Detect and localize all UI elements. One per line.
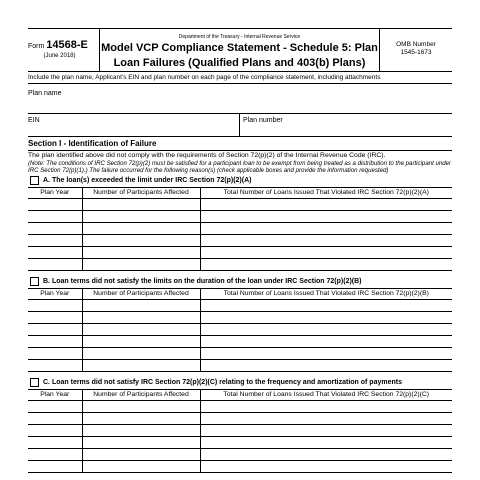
table-row xyxy=(28,247,452,259)
col-loans-header: Total Number of Loans Issued That Violated IRC Section 72(p)(2)(C) xyxy=(200,390,452,401)
table-row xyxy=(28,401,452,413)
omb-block xyxy=(380,29,452,71)
participants-cell[interactable] xyxy=(82,235,200,247)
loans-cell[interactable] xyxy=(200,312,452,324)
col-plan-year-header: Plan Year xyxy=(28,390,82,401)
plan-year-cell[interactable] xyxy=(28,336,82,348)
failure-b-table xyxy=(28,288,452,372)
instructions-line: Include the plan name, Applicant's EIN and plan number on each page of the compliance statement, including attachments xyxy=(28,72,452,84)
ein-plan-number-row xyxy=(28,114,452,137)
col-plan-year-header: Plan Year xyxy=(28,188,82,199)
loans-cell[interactable] xyxy=(200,259,452,271)
table-row xyxy=(28,461,452,473)
table-header-row xyxy=(28,390,452,401)
failure-c-row xyxy=(28,377,452,387)
col-plan-year-header: Plan Year xyxy=(28,289,82,300)
loans-cell[interactable] xyxy=(200,223,452,235)
plan-year-cell[interactable] xyxy=(28,259,82,271)
participants-cell[interactable] xyxy=(82,259,200,271)
table-row xyxy=(28,235,452,247)
table-header-row xyxy=(28,188,452,199)
table-row xyxy=(28,300,452,312)
participants-cell[interactable] xyxy=(82,425,200,437)
plan-year-cell[interactable] xyxy=(28,348,82,360)
loans-cell[interactable] xyxy=(200,413,452,425)
participants-cell[interactable] xyxy=(82,461,200,473)
loans-cell[interactable] xyxy=(200,360,452,372)
plan-year-cell[interactable] xyxy=(28,425,82,437)
table-row xyxy=(28,437,452,449)
plan-year-cell[interactable] xyxy=(28,413,82,425)
loans-cell[interactable] xyxy=(200,425,452,437)
participants-cell[interactable] xyxy=(82,413,200,425)
loans-cell[interactable] xyxy=(200,449,452,461)
participants-cell[interactable] xyxy=(82,247,200,259)
loans-cell[interactable] xyxy=(200,199,452,211)
section-1-note: (Note: The conditions of IRC Section 72(p)(2) must be satisfied for a participant loan to be exempt from being treated as a distribution to the participant under IRC Section 72(p)(1).) The failure occurred for the following reason(s) (check applicable boxes and provide the information requested) xyxy=(28,160,452,174)
failure-a-row xyxy=(28,175,452,185)
failure-c-table xyxy=(28,389,452,473)
failure-c-label: C. Loan terms did not satisfy IRC Section 72(p)(2)(C) relating to the frequency and amortization of payments xyxy=(43,378,402,386)
participants-cell[interactable] xyxy=(82,348,200,360)
section-gap xyxy=(28,271,452,275)
form-date: (June 2018) xyxy=(43,53,76,59)
title-block xyxy=(100,29,380,71)
plan-year-cell[interactable] xyxy=(28,199,82,211)
loans-cell[interactable] xyxy=(200,348,452,360)
plan-year-cell[interactable] xyxy=(28,300,82,312)
section-1-heading: Section I - Identification of Failure xyxy=(28,139,452,151)
plan-year-cell[interactable] xyxy=(28,437,82,449)
failure-b-label: B. Loan terms did not satisfy the limits on the duration of the loan under IRC Section 72(p)(2)(B) xyxy=(43,277,362,285)
failure-a-label: A. The loan(s) exceeded the limit under IRC Section 72(p)(2)(A) xyxy=(43,176,252,184)
ein-field[interactable] xyxy=(28,114,240,136)
table-row xyxy=(28,425,452,437)
table-header-row xyxy=(28,289,452,300)
col-participants-header: Number of Participants Affected xyxy=(82,390,200,401)
loans-cell[interactable] xyxy=(200,461,452,473)
plan-year-cell[interactable] xyxy=(28,324,82,336)
table-row xyxy=(28,312,452,324)
plan-year-cell[interactable] xyxy=(28,461,82,473)
plan-number-label: Plan number xyxy=(243,117,283,124)
table-row xyxy=(28,199,452,211)
omb-label: OMB Number xyxy=(396,41,436,48)
col-loans-header: Total Number of Loans Issued That Violated IRC Section 72(p)(2)(A) xyxy=(200,188,452,199)
failure-a-table xyxy=(28,187,452,271)
table-row xyxy=(28,360,452,372)
plan-year-cell[interactable] xyxy=(28,235,82,247)
form-header xyxy=(28,28,452,72)
participants-cell[interactable] xyxy=(82,324,200,336)
loans-cell[interactable] xyxy=(200,300,452,312)
table-row xyxy=(28,259,452,271)
table-row xyxy=(28,348,452,360)
form-label: Form xyxy=(28,43,45,50)
form-page xyxy=(28,28,452,473)
table-row xyxy=(28,223,452,235)
omb-number: 1545-1673 xyxy=(400,49,432,56)
participants-cell[interactable] xyxy=(82,360,200,372)
col-participants-header: Number of Participants Affected xyxy=(82,289,200,300)
loans-cell[interactable] xyxy=(200,437,452,449)
participants-cell[interactable] xyxy=(82,312,200,324)
table-row xyxy=(28,211,452,223)
participants-cell[interactable] xyxy=(82,300,200,312)
participants-cell[interactable] xyxy=(82,223,200,235)
plan-year-cell[interactable] xyxy=(28,312,82,324)
plan-year-cell[interactable] xyxy=(28,211,82,223)
loans-cell[interactable] xyxy=(200,247,452,259)
form-title-line-2: Loan Failures (Qualified Plans and 403(b) Plans) xyxy=(113,57,366,69)
loans-cell[interactable] xyxy=(200,235,452,247)
participants-cell[interactable] xyxy=(82,437,200,449)
failure-sections xyxy=(28,175,452,473)
plan-name-field[interactable] xyxy=(28,84,452,114)
failure-b-checkbox[interactable] xyxy=(30,277,39,286)
plan-number-field[interactable] xyxy=(240,114,283,136)
plan-year-cell[interactable] xyxy=(28,223,82,235)
col-participants-header: Number of Participants Affected xyxy=(82,188,200,199)
participants-cell[interactable] xyxy=(82,199,200,211)
section-gap xyxy=(28,372,452,376)
participants-cell[interactable] xyxy=(82,401,200,413)
table-row xyxy=(28,336,452,348)
failure-a-checkbox[interactable] xyxy=(30,176,39,185)
plan-year-cell[interactable] xyxy=(28,360,82,372)
plan-year-cell[interactable] xyxy=(28,449,82,461)
loans-cell[interactable] xyxy=(200,211,452,223)
plan-name-label: Plan name xyxy=(28,90,62,97)
failure-c-checkbox[interactable] xyxy=(30,378,39,387)
failure-b-row xyxy=(28,276,452,286)
participants-cell[interactable] xyxy=(82,449,200,461)
plan-year-cell[interactable] xyxy=(28,247,82,259)
table-row xyxy=(28,324,452,336)
section-1-intro: The plan identified above did not comply with the requirements of Section 72(p)(2) of the Internal Revenue Code (IRC). xyxy=(28,152,386,159)
col-loans-header: Total Number of Loans Issued That Violated IRC Section 72(p)(2)(B) xyxy=(200,289,452,300)
loans-cell[interactable] xyxy=(200,324,452,336)
participants-cell[interactable] xyxy=(82,211,200,223)
ein-label: EIN xyxy=(28,117,40,124)
loans-cell[interactable] xyxy=(200,401,452,413)
plan-year-cell[interactable] xyxy=(28,401,82,413)
loans-cell[interactable] xyxy=(200,336,452,348)
form-title-line-1: Model VCP Compliance Statement - Schedule 5: Plan xyxy=(101,42,378,54)
form-number: 14568-E xyxy=(46,39,88,51)
table-row xyxy=(28,449,452,461)
participants-cell[interactable] xyxy=(82,336,200,348)
table-row xyxy=(28,413,452,425)
form-id-block xyxy=(28,29,100,71)
department-line: Department of the Treasury - Internal Revenue Service xyxy=(178,34,301,40)
